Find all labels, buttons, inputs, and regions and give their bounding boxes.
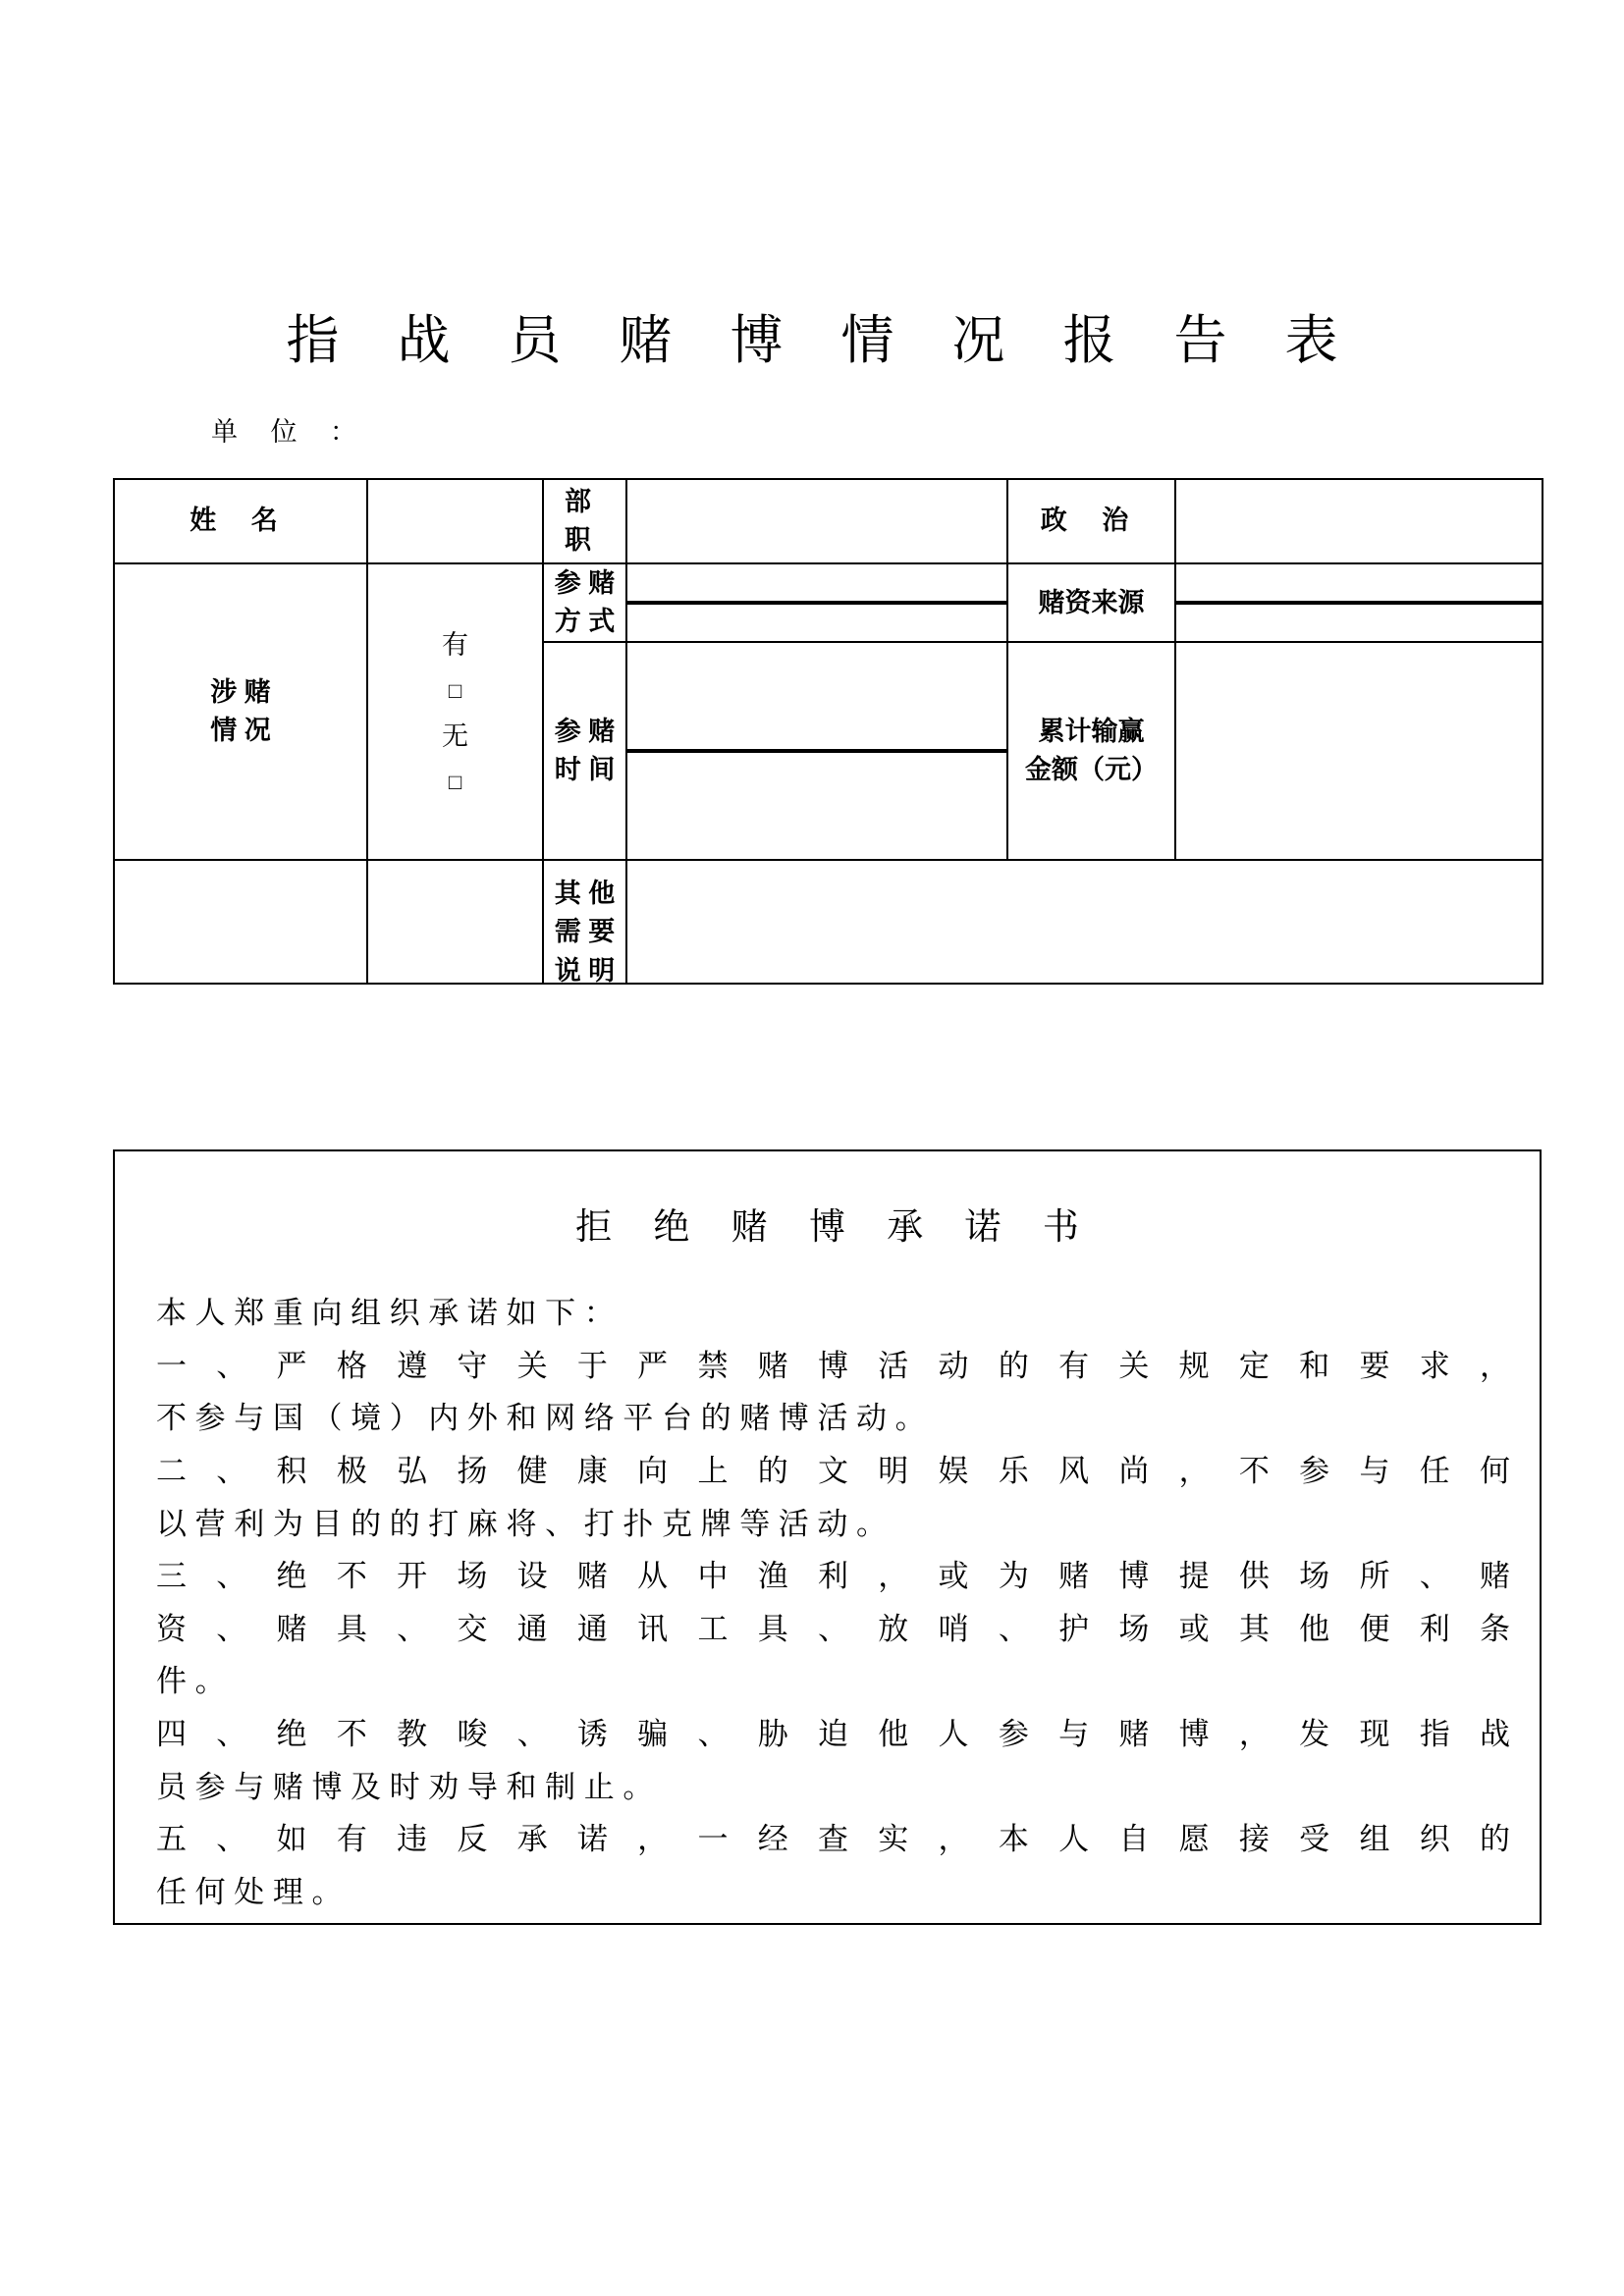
choice-yes-checkbox[interactable]: □ [448,678,462,704]
pledge-line: 资 、 赌 具 、 交 通 通 讯 工 具 、 放 哨 、 护 场 或 其 他 便 利 条 [156,1611,1510,1646]
other-spacer-left [114,860,367,984]
other-notes-label: 其 他 需 要 说 明 [543,860,626,984]
pledge-line: 三 、 绝 不 开 场 设 赌 从 中 渔 利 ， 或 为 赌 博 提 供 场 所 、 赌 [156,1559,1510,1594]
pledge-line: 本 人 郑 重 向 组 织 承 诺 如 下 ： [156,1296,615,1330]
pledge-line: 员 参 与 赌 博 及 时 劝 导 和 制 止 。 [156,1769,654,1804]
table-row-other [114,860,1543,984]
pledge-section [113,1149,1542,1925]
position-label: 部 职 [543,479,626,563]
total-amount-label: 累计输赢 金额（元） [1007,642,1175,860]
gambling-choice-cell[interactable] [367,563,543,860]
method-values-cell [626,563,1007,642]
pledge-line: 以 营 利 为 目 的 的 打 麻 将 、 打 扑 克 牌 等 活 动 。 [156,1506,888,1541]
pledge-body [115,1287,1540,1919]
choice-no-label: 无 [442,721,468,752]
time-subgrid [627,749,1006,753]
position-value[interactable] [626,479,1007,563]
choice-no-checkbox[interactable]: □ [448,770,462,795]
fund-source-label: 赌资来源 [1007,563,1175,642]
choice-stack [368,620,542,803]
time-value-3[interactable] [627,752,1006,753]
name-label: 姓 名 [114,479,367,563]
choice-yes-label: 有 [442,630,468,661]
gambling-section-label: 涉 赌 情 况 [114,563,367,860]
method-value-3[interactable] [627,604,1006,605]
name-value[interactable] [367,479,543,563]
method-label: 参 赌 方 式 [543,563,626,642]
pledge-line: 件 。 [156,1664,226,1699]
total-amount-value[interactable] [1175,642,1543,860]
time-values-cell [626,642,1007,860]
pledge-line: 任 何 处 理 。 [156,1874,343,1909]
fund-source-subgrid [1176,601,1542,605]
page-title: 指 战 员 赌 博 情 况 报 告 表 [286,311,1360,370]
other-spacer-mid [367,860,543,984]
pledge-line: 二 、 积 极 弘 扬 健 康 向 上 的 文 明 娱 乐 风 尚 ， 不 参 与 任 何 [156,1453,1510,1488]
pledge-line: 五 、 如 有 违 反 承 诺 ， 一 经 查 实 ， 本 人 自 愿 接 受 组 织 的 [156,1822,1510,1857]
table-row-method [114,563,1543,642]
pledge-line: 四 、 绝 不 教 唆 、 诱 骗 、 胁 迫 他 人 参 与 赌 博 ， 发 现 指 战 [156,1717,1510,1751]
method-subgrid [627,601,1006,605]
political-value[interactable] [1175,479,1543,563]
pledge-title: 拒 绝 赌 博 承 诺 书 [575,1206,1095,1247]
time-label: 参 赌 时 间 [543,642,626,860]
unit-label: 单 位 ： [211,417,370,447]
gambling-report-table [113,478,1543,985]
pledge-line: 不 参 与 国 （ 境 ） 内 外 和 网 络 平 台 的 赌 博 活 动 。 [156,1401,926,1436]
political-label: 政 治 [1007,479,1175,563]
fund-source-values-cell [1175,563,1543,642]
other-notes-value[interactable] [626,860,1543,984]
table-row-identity [114,479,1543,563]
fund-source-value-3[interactable] [1176,604,1542,605]
pledge-line: 一 、 严 格 遵 守 关 于 严 禁 赌 博 活 动 的 有 关 规 定 和 要 求 ， [156,1348,1510,1383]
